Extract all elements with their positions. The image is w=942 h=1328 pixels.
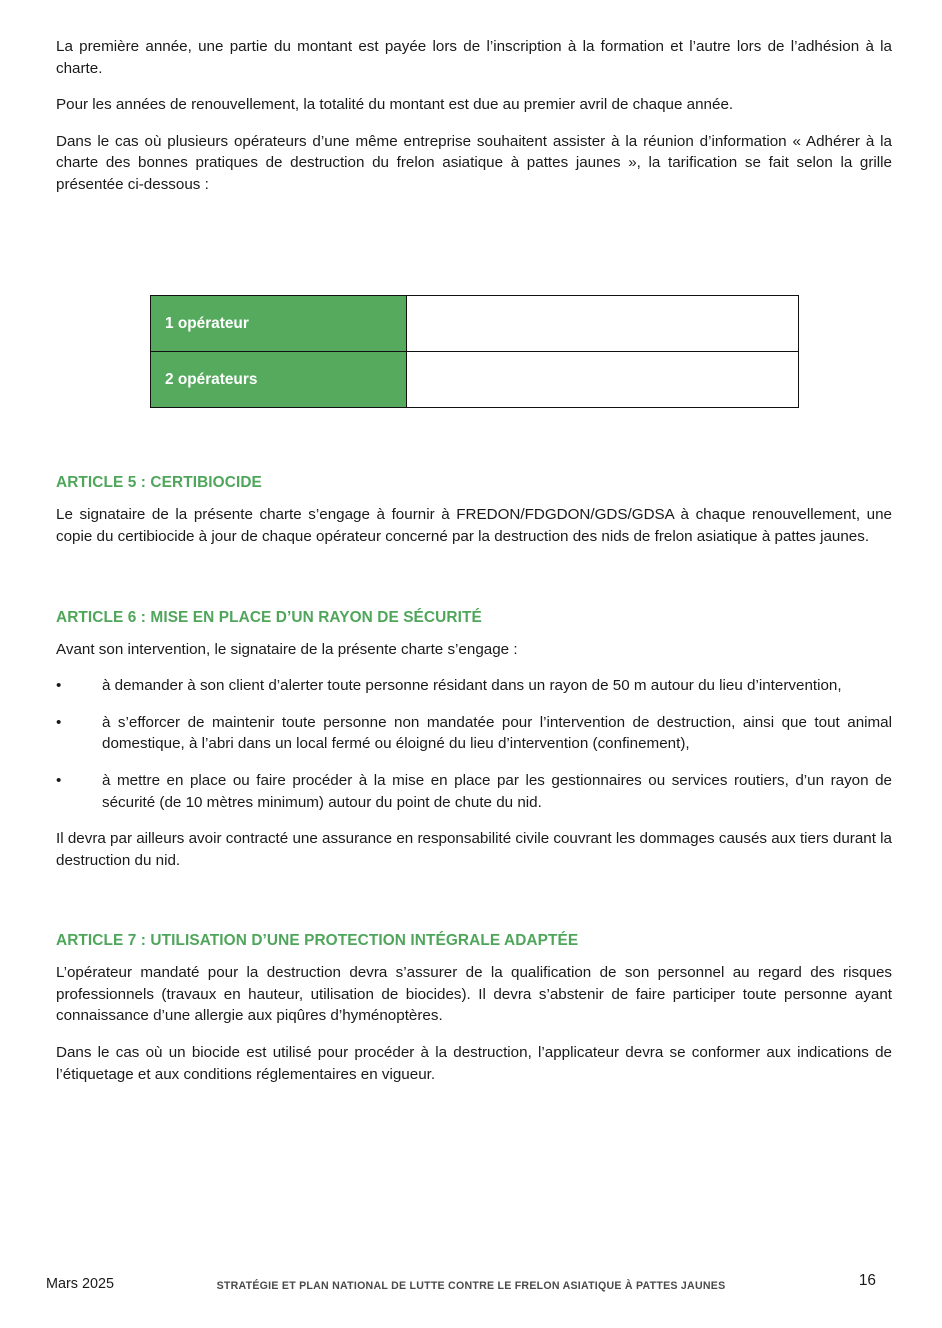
paragraph-article-5: Le signataire de la présente charte s’engage à fournir à FREDON/FDGDON/GDS/GDSA à chaque renouvellement, une copie du certibiocide à jour de chaque opérateur concerné par la destruction des nids de frelon asiatique à pattes jaunes. xyxy=(56,506,892,546)
bullet-icon: • xyxy=(56,677,62,695)
table-cell-value-one-operator xyxy=(407,296,799,352)
footer-date: Mars 2025 xyxy=(46,1276,114,1292)
list-item xyxy=(56,712,892,755)
bullet-text-3: à mettre en place ou faire procéder à la mise en place par les gestionnaires ou services routiers, d’un rayon de sécurité (de 10 mètres minimum) autour du point de chute du nid. xyxy=(102,771,892,811)
table-cell-label-one-operator: 1 opérateur xyxy=(151,296,407,352)
page-number: 16 xyxy=(858,1272,876,1289)
bullet-icon: • xyxy=(56,771,62,789)
paragraph-article-6-intro: Avant son intervention, le signataire de la présente charte s’engage : xyxy=(56,640,518,658)
table-row xyxy=(151,296,799,352)
spacer-after-table xyxy=(56,408,892,474)
paragraph-renewal: Pour les années de renouvellement, la totalité du montant est due au premier avril de chaque année. xyxy=(56,96,734,114)
heading-article-5: ARTICLE 5 : CERTIBIOCIDE xyxy=(56,474,262,492)
spacer-before-article-7 xyxy=(56,886,892,932)
bullet-text-2: à s’efforcer de maintenir toute personne non mandatée pour l’intervention de destruction, ainsi que tout animal domestique, à l’abri dans un local fermé ou éloigné du lieu d’intervention (confinement), xyxy=(102,713,892,753)
spacer-before-article-6 xyxy=(56,563,892,609)
paragraph-multiple-operators: Dans le cas où plusieurs opérateurs d’une même entreprise souhaitent assister à la réunion d’information « Adhérer à la charte des bonnes pratiques de destruction du frelon asiatique à pattes jaunes », la tarification se fait selon la grille présentée ci-dessous : xyxy=(56,132,892,193)
footer-title: STRATÉGIE ET PLAN NATIONAL DE LUTTE CONTRE LE FRELON ASIATIQUE À PATTES JAUNES xyxy=(216,1280,726,1292)
list-item xyxy=(56,770,892,813)
pricing-table xyxy=(150,295,799,408)
heading-article-7: ARTICLE 7 : UTILISATION D’UNE PROTECTION INTÉGRALE ADAPTÉE xyxy=(56,932,579,950)
table-row xyxy=(151,352,799,408)
paragraph-article-6-closing: Il devra par ailleurs avoir contracté une assurance en responsabilité civile couvrant les dommages causés aux tiers durant la destruction du nid. xyxy=(56,830,892,869)
bullet-text-1: à demander à son client d’alerter toute personne résidant dans un rayon de 50 m autour du lieu d’intervention, xyxy=(102,677,842,695)
paragraph-first-year: La première année, une partie du montant est payée lors de l’inscription à la formation et l’autre lors de l’adhésion à la charte. xyxy=(56,38,892,77)
paragraph-article-7-1: L’opérateur mandaté pour la destruction devra s’assurer de la qualification de son personnel au regard des risques professionnels (travaux en hauteur, utilisation de biocides). Il devra s’abstenir de faire participer toute personne ayant connaissance d’une allergie aux piqûres d’hyménoptères. xyxy=(56,964,892,1025)
table-cell-label-two-operators: 2 opérateurs xyxy=(151,352,407,408)
table-cell-value-two-operators xyxy=(407,352,799,408)
list-item xyxy=(56,675,892,697)
page-footer xyxy=(0,1272,942,1302)
spacer-before-table xyxy=(56,209,892,295)
bullet-icon: • xyxy=(56,713,62,731)
paragraph-article-7-2: Dans le cas où un biocide est utilisé pour procéder à la destruction, l’applicateur devra se conformer aux indications de l’étiquetage et aux conditions réglementaires en vigueur. xyxy=(56,1043,892,1083)
heading-article-6: ARTICLE 6 : MISE EN PLACE D’UN RAYON DE SÉCURITÉ xyxy=(56,608,482,626)
